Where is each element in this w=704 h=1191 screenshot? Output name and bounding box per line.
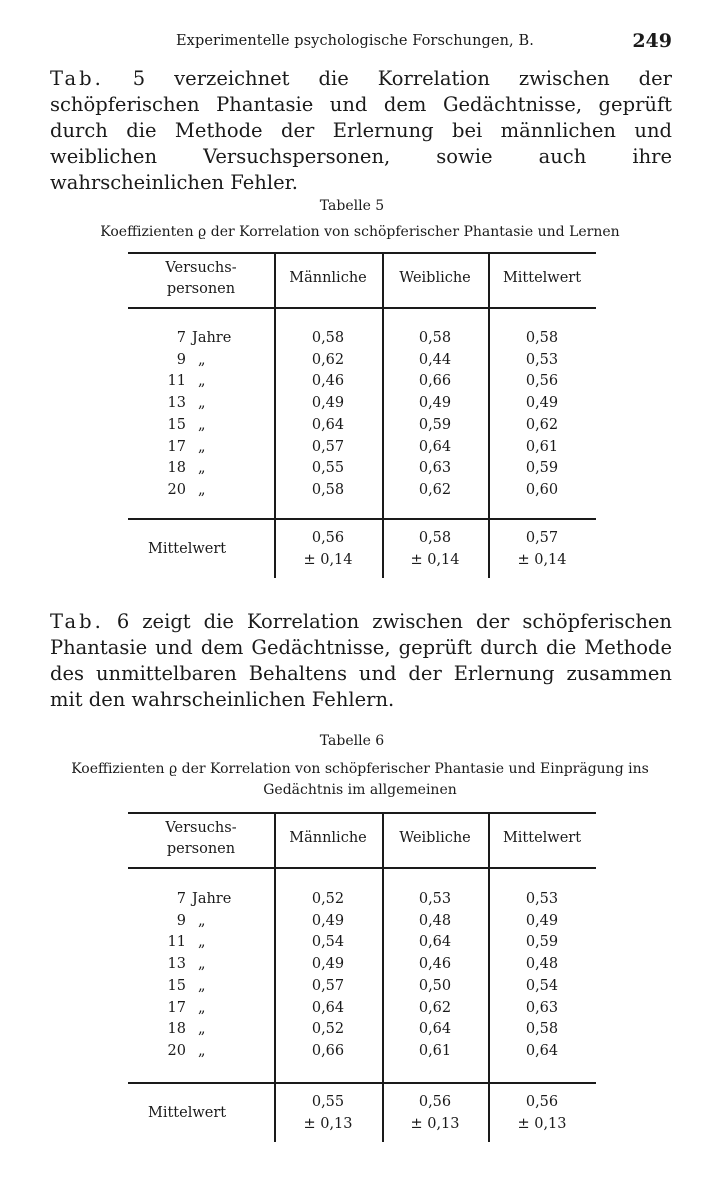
row-unit-ditto: „	[198, 373, 206, 390]
column-header-text: personen	[166, 841, 236, 857]
cell-weibliche: 0,53	[418, 891, 452, 907]
column-header	[128, 258, 274, 300]
row-unit-ditto: „	[198, 977, 206, 994]
cell-maennliche: 0,55	[311, 460, 345, 477]
cell-maennliche: 0,49	[311, 956, 345, 973]
cell-maennliche: 0,57	[311, 977, 345, 994]
cell-mittelwert: 0,49	[525, 395, 559, 412]
column-header-text: Mittelwert	[502, 830, 582, 846]
cell-maennliche: 0,49	[311, 395, 345, 412]
summary-label: Mittelwert	[148, 541, 227, 557]
column-header	[488, 828, 596, 849]
row-unit-ditto: „	[198, 1042, 206, 1059]
cell-mittelwert: 0,63	[525, 999, 559, 1016]
column-header-text: Mittelwert	[502, 270, 582, 286]
summary-label: Mittelwert	[148, 1105, 227, 1121]
cell-mittelwert: 0,61	[525, 438, 559, 455]
cell-weibliche: 0,62	[418, 999, 452, 1016]
row-age: 7	[176, 330, 186, 346]
table-header-rule	[128, 867, 596, 869]
row-unit-ditto: „	[198, 416, 206, 433]
row-unit-ditto: „	[198, 1021, 206, 1038]
row-age: 11	[167, 373, 186, 390]
row-age: 20	[167, 1042, 186, 1059]
summary-maennliche: 0,55	[311, 1094, 345, 1110]
cell-weibliche: 0,66	[418, 373, 452, 390]
column-divider	[382, 812, 384, 1142]
row-age: 18	[167, 1021, 186, 1038]
cell-maennliche: 0,64	[311, 416, 345, 433]
column-divider	[274, 812, 276, 1142]
column-header-text: Versuchs-	[165, 820, 237, 836]
table-top-rule	[128, 812, 596, 814]
cell-maennliche: 0,54	[311, 934, 345, 951]
cell-mittelwert: 0,59	[525, 460, 559, 477]
column-divider	[488, 252, 490, 578]
cell-maennliche: 0,64	[311, 999, 345, 1016]
row-unit-ditto: „	[198, 460, 206, 477]
cell-maennliche: 0,46	[311, 373, 345, 390]
summary-weibliche-error: ± 0,13	[410, 1116, 460, 1132]
table-6-caption: Tabelle 6	[319, 733, 385, 749]
summary-weibliche: 0,56	[418, 1094, 452, 1110]
summary-mittelwert: 0,56	[525, 1094, 559, 1110]
row-age: 13	[167, 395, 186, 412]
table-header-rule	[128, 307, 596, 309]
cell-weibliche: 0,64	[418, 934, 452, 951]
cell-weibliche: 0,58	[418, 330, 452, 346]
column-header-text: personen	[166, 281, 236, 297]
row-unit-ditto: „	[198, 956, 206, 973]
cell-weibliche: 0,46	[418, 956, 452, 973]
summary-weibliche-error: ± 0,14	[410, 552, 460, 568]
cell-mittelwert: 0,53	[525, 351, 559, 368]
row-age: 17	[167, 999, 186, 1016]
table-top-rule	[128, 252, 596, 254]
paragraph-2	[50, 609, 672, 713]
cell-weibliche: 0,64	[418, 438, 452, 455]
tab-reference: Tab.	[50, 67, 104, 90]
column-header-text: Weibliche	[399, 270, 471, 286]
cell-weibliche: 0,50	[418, 977, 452, 994]
summary-maennliche-error: ± 0,13	[303, 1116, 353, 1132]
row-age: 20	[167, 481, 186, 498]
cell-weibliche: 0,62	[418, 481, 452, 498]
running-head	[50, 30, 672, 54]
cell-mittelwert: 0,64	[525, 1042, 559, 1059]
column-divider	[488, 812, 490, 1142]
row-age: 17	[167, 438, 186, 455]
column-divider	[274, 252, 276, 578]
row-age: 15	[167, 977, 186, 994]
row-unit-ditto: „	[198, 395, 206, 412]
cell-mittelwert: 0,49	[525, 912, 559, 929]
cell-maennliche: 0,58	[311, 481, 345, 498]
row-age: 15	[167, 416, 186, 433]
column-header-text: Männliche	[289, 830, 367, 846]
cell-weibliche: 0,61	[418, 1042, 452, 1059]
summary-mittelwert: 0,57	[525, 530, 559, 546]
row-unit-ditto: „	[198, 912, 206, 929]
running-title: Experimentelle psychologische Forschungen, B.	[176, 33, 534, 49]
cell-maennliche: 0,66	[311, 1042, 345, 1059]
row-unit-ditto: „	[198, 999, 206, 1016]
cell-maennliche: 0,57	[311, 438, 345, 455]
cell-mittelwert: 0,62	[525, 416, 559, 433]
summary-mittelwert-error: ± 0,14	[517, 552, 567, 568]
tab-reference: Tab.	[50, 610, 104, 633]
row-age: 18	[167, 460, 186, 477]
row-unit-ditto: „	[198, 934, 206, 951]
table-summary-rule	[128, 1082, 596, 1084]
cell-mittelwert: 0,54	[525, 977, 559, 994]
column-header-text: Weibliche	[399, 830, 471, 846]
cell-weibliche: 0,59	[418, 416, 452, 433]
column-header	[488, 268, 596, 289]
column-header-text: Versuchs-	[165, 260, 237, 276]
cell-maennliche: 0,52	[311, 1021, 345, 1038]
row-unit-ditto: „	[198, 438, 206, 455]
cell-maennliche: 0,49	[311, 912, 345, 929]
row-age: 11	[167, 934, 186, 951]
table-6-description: Koeffizienten ϱ der Korrelation von schöpferischer Phantasie und Einprägung ins Gedächtnis im allgemeinen	[71, 761, 649, 798]
table-summary-rule	[128, 518, 596, 520]
table-5-caption: Tabelle 5	[319, 198, 385, 214]
summary-mittelwert-error: ± 0,13	[517, 1116, 567, 1132]
column-header	[274, 828, 382, 849]
paragraph-text: 5 verzeichnet die Korrelation zwischen der schöpferischen Phantasie und dem Gedächtnisse, geprüft durch die Methode der Erlernung bei männlichen und weiblichen Versuchspersonen, sowie auch ihre wahrscheinlichen Fehler.	[50, 67, 672, 194]
cell-maennliche: 0,52	[311, 891, 345, 907]
cell-maennliche: 0,58	[311, 330, 345, 346]
column-header	[128, 818, 274, 860]
column-header	[382, 268, 488, 289]
cell-mittelwert: 0,59	[525, 934, 559, 951]
row-age: 7	[176, 891, 186, 907]
summary-maennliche-error: ± 0,14	[303, 552, 353, 568]
paragraph-1	[50, 66, 672, 196]
row-unit: Jahre	[192, 891, 232, 907]
row-age: 9	[176, 912, 186, 929]
row-unit-ditto: „	[198, 351, 206, 368]
cell-weibliche: 0,64	[418, 1021, 452, 1038]
page-number: 249	[632, 30, 672, 52]
row-age: 9	[176, 351, 186, 368]
cell-mittelwert: 0,58	[525, 1021, 559, 1038]
row-unit: Jahre	[192, 330, 232, 346]
row-unit-ditto: „	[198, 481, 206, 498]
cell-weibliche: 0,44	[418, 351, 452, 368]
cell-weibliche: 0,48	[418, 912, 452, 929]
column-header	[382, 828, 488, 849]
cell-maennliche: 0,62	[311, 351, 345, 368]
cell-weibliche: 0,49	[418, 395, 452, 412]
cell-mittelwert: 0,58	[525, 330, 559, 346]
paragraph-text: 6 zeigt die Korrelation zwischen der schöpferischen Phantasie und dem Gedächtnisse, geprüft durch die Methode des unmittelbaren Behaltens und der Erlernung zusammen mit den wahrscheinlichen Fehlern.	[50, 610, 672, 711]
cell-mittelwert: 0,53	[525, 891, 559, 907]
cell-mittelwert: 0,56	[525, 373, 559, 390]
column-divider	[382, 252, 384, 578]
summary-weibliche: 0,58	[418, 530, 452, 546]
column-header	[274, 268, 382, 289]
cell-mittelwert: 0,60	[525, 481, 559, 498]
cell-weibliche: 0,63	[418, 460, 452, 477]
cell-mittelwert: 0,48	[525, 956, 559, 973]
summary-maennliche: 0,56	[311, 530, 345, 546]
table-5	[128, 252, 596, 578]
row-age: 13	[167, 956, 186, 973]
column-header-text: Männliche	[289, 270, 367, 286]
table-5-description: Koeffizienten ϱ der Korrelation von schöpferischer Phantasie und Lernen	[100, 224, 620, 240]
table-6	[128, 812, 596, 1142]
